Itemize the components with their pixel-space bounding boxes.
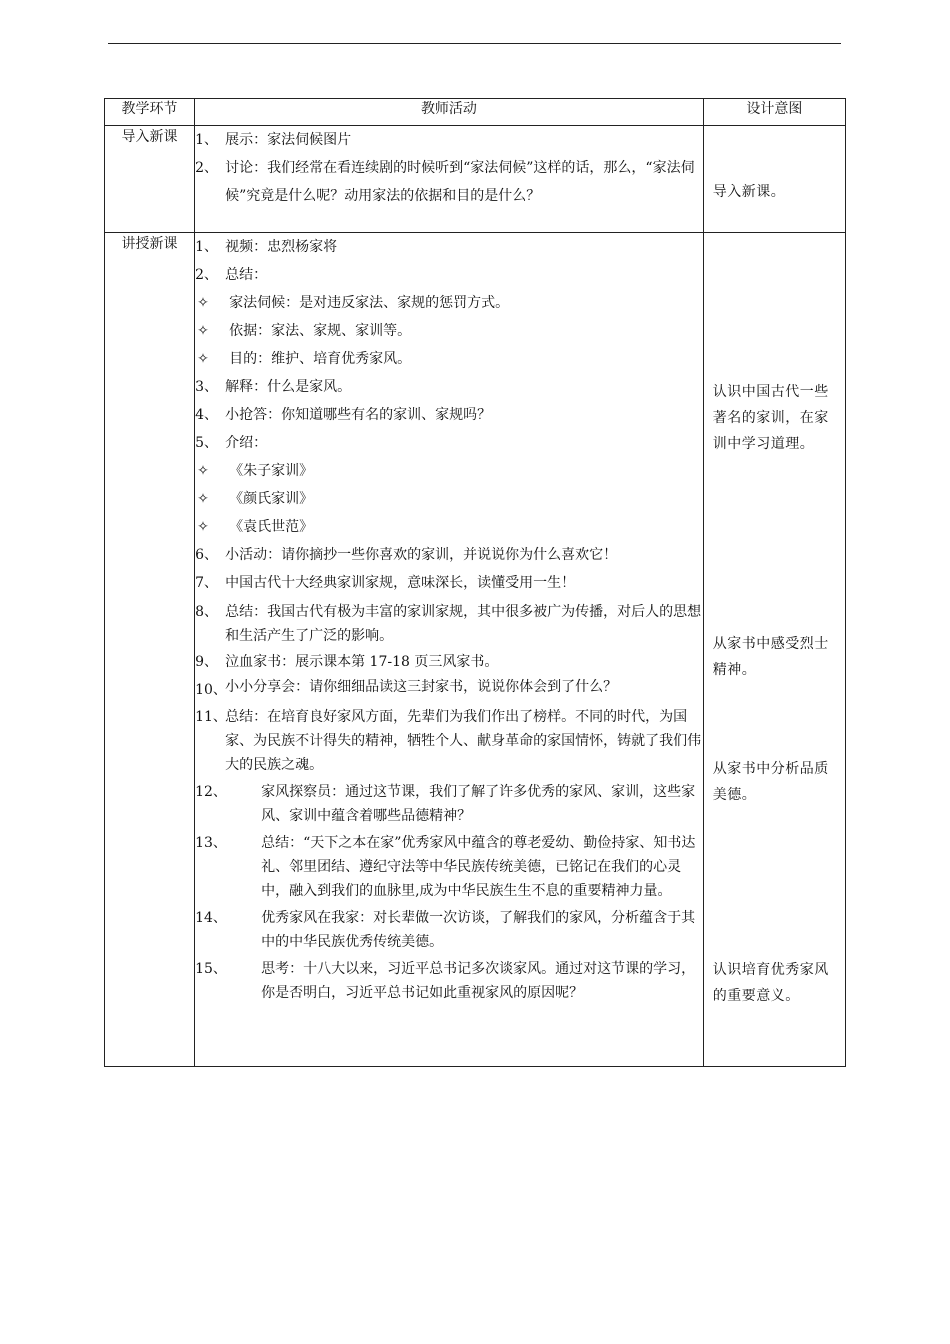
- list-item: 14、 优秀家风在我家：对长辈做一次访谈，了解我们的家风，分析蕴含于其中的中华民族优秀传统美德。: [195, 910, 696, 950]
- list-item: 11、 总结：在培育良好家风方面，先辈们为我们作出了榜样。不同的时代，为国家、为民族不计得失的精神，牺牲个人、献身革命的家国情怀，铸就了我们伟大的民族之魂。: [195, 709, 702, 773]
- header-intent: 设计意图: [703, 99, 845, 126]
- diamond-bullet-icon: ✧: [197, 295, 209, 311]
- list-item: ✧ 《袁氏世范》: [195, 513, 703, 541]
- stage-cell: 讲授新课: [105, 233, 195, 1067]
- activity-cell: [195, 126, 704, 233]
- table-row: [105, 126, 846, 233]
- list-item: 1、 展示：家法伺候图片: [195, 132, 352, 148]
- lesson-plan-table: [104, 98, 846, 1067]
- list-item: ✧ 《颜氏家训》: [195, 485, 703, 513]
- intent-note: 从家书中分析品质美德。: [712, 761, 829, 803]
- list-item: 10、 小小分享会：请你细细品读这三封家书，说说你体会到了什么？: [195, 679, 618, 698]
- table-row: [105, 233, 846, 1067]
- list-item: ✧ 家法伺候：是对违反家法、家规的惩罚方式。: [195, 289, 703, 317]
- list-item: 8、 总结：我国古代有极为丰富的家训家规，其中很多被广为传播，对后人的思想和生活产生了广泛的影响。: [195, 604, 702, 644]
- list-item: 13、 总结：“天下之本在家”优秀家风中蕴含的尊老爱幼、勤俭持家、知书达礼、邻里团结、遵纪守法等中华民族传统美德，已铭记在我们的心灵中，融入到我们的血脉里,成为中华民族生生不息的重要精神力量。: [195, 835, 696, 899]
- diamond-bullet-icon: ✧: [197, 323, 209, 339]
- stage-cell: 导入新课: [105, 126, 195, 233]
- intent-cell: [703, 126, 845, 233]
- diamond-bullet-icon: ✧: [197, 463, 209, 479]
- list-item: ✧ 依据：家法、家规、家训等。: [195, 317, 703, 345]
- activity-cell: [195, 233, 704, 1067]
- list-item: 2、 讨论：我们经常在看连续剧的时候听到“家法伺候”这样的话，那么，“家法伺候”究竟是什么呢？动用家法的依据和目的是什么？: [195, 160, 695, 204]
- list-item: 4、 小抢答：你知道哪些有名的家训、家规吗？: [195, 407, 492, 423]
- intent-note: 认识中国古代一些著名的家训，在家训中学习道理。: [712, 384, 829, 452]
- intent-note: 导入新课。: [712, 184, 786, 200]
- table-header-row: [105, 99, 846, 126]
- list-item: 9、 泣血家书：展示课本第 17-18 页三风家书。: [195, 654, 499, 670]
- header-activity: 教师活动: [195, 99, 704, 126]
- list-item: 5、 介绍：: [195, 435, 268, 451]
- diamond-bullet-icon: ✧: [197, 351, 209, 367]
- diamond-bullet-icon: ✧: [197, 491, 209, 507]
- header-stage: 教学环节: [105, 99, 195, 126]
- diamond-bullet-icon: ✧: [197, 519, 209, 535]
- list-item: 1、 视频：忠烈杨家将: [195, 239, 338, 255]
- list-item: 7、 中国古代十大经典家训家规，意味深长，读懂受用一生！: [195, 575, 576, 591]
- list-item: 6、 小活动：请你摘抄一些你喜欢的家训，并说说你为什么喜欢它！: [195, 547, 618, 563]
- header-rule: [108, 43, 841, 44]
- intent-cell: [703, 233, 845, 1067]
- list-item: 15、 思考：十八大以来，习近平总书记多次谈家风。通过对这节课的学习，你是否明白，习近平总书记如此重视家风的原因呢？: [195, 961, 696, 1001]
- list-item: 2、 总结：: [195, 267, 268, 283]
- list-item: ✧ 目的：维护、培育优秀家风。: [195, 345, 703, 373]
- list-item: ✧ 《朱子家训》: [195, 457, 703, 485]
- intent-note: 认识培育优秀家风的重要意义。: [712, 962, 829, 1004]
- list-item: 3、 解释：什么是家风。: [195, 379, 352, 395]
- list-item: 12、 家风探察员：通过这节课，我们了解了许多优秀的家风、家训，这些家风、家训中蕴含着哪些品德精神？: [195, 784, 696, 824]
- intent-note: 从家书中感受烈士精神。: [712, 636, 829, 678]
